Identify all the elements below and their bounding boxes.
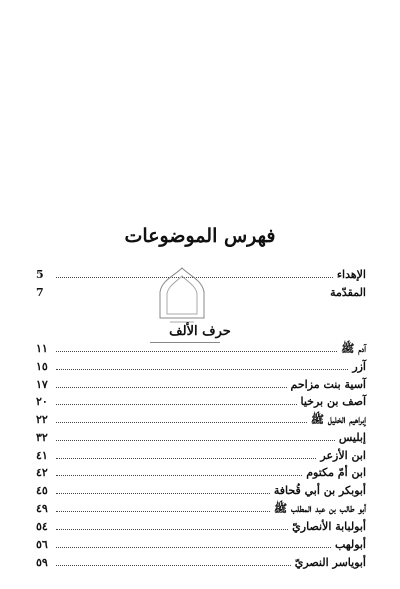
leader-dots [56, 546, 331, 548]
toc-row[interactable] [36, 376, 366, 392]
toc-entry-name: ابن أمّ مكتوم [306, 466, 366, 479]
toc-page-number: ٥٤ [36, 520, 48, 533]
leader-dots [56, 510, 270, 512]
toc-page-number: ١٧ [36, 378, 48, 391]
toc-row[interactable] [36, 464, 366, 480]
toc-row[interactable] [36, 429, 366, 445]
toc-entry-name: آزر [352, 360, 366, 373]
toc-row[interactable] [36, 536, 366, 552]
leader-dots [56, 474, 302, 476]
toc-row[interactable] [36, 358, 366, 374]
section-label: حرف الألف [169, 324, 231, 339]
toc-entry-name: آسية بنت مزاحم [290, 378, 366, 391]
leader-dots [56, 528, 288, 530]
toc-row[interactable] [36, 393, 366, 409]
leader-dots [56, 564, 291, 566]
toc-page-number: ٥٩ [36, 556, 48, 569]
toc-page-number: 5 [36, 268, 44, 281]
toc-entry-name: الإهداء [336, 268, 366, 281]
leader-dots [56, 350, 337, 352]
toc-row[interactable] [36, 447, 366, 463]
toc-page-number: ٤٢ [36, 466, 48, 479]
toc-page-number: ٣٢ [36, 431, 48, 444]
toc-page-number: ٢٢ [36, 413, 48, 426]
page-title: فهرس الموضوعات [124, 225, 276, 247]
toc-entry-name: أبولبابة الأنصاريّ [292, 520, 366, 533]
toc-entry-name: إبراهيم الخليل ﷺ [310, 413, 366, 426]
toc-entry-name: آدم ﷺ [341, 342, 366, 355]
mosque-ornament-icon [150, 266, 214, 328]
toc-page-number: 7 [36, 286, 44, 299]
leader-dots [56, 421, 307, 423]
toc-page-number: ١٥ [36, 360, 48, 373]
toc-page-number: ٢٠ [36, 395, 48, 408]
leader-dots [56, 457, 316, 459]
toc-page-number: ٤٩ [36, 502, 48, 515]
toc-entry-name: آصف بن برخيا [300, 395, 366, 408]
leader-dots [56, 386, 287, 388]
toc-entry-name: ابن الأزعر [320, 449, 366, 462]
leader-dots [56, 403, 297, 405]
toc-entry-name: أبوبكر بن أبي قُحافة [273, 484, 366, 497]
toc-row[interactable] [36, 500, 366, 516]
toc-row[interactable] [36, 554, 366, 570]
toc-row[interactable] [36, 340, 366, 356]
toc-entry-name: أبوياسر النصريّ [294, 556, 366, 569]
toc-row[interactable] [36, 518, 366, 534]
toc-row[interactable] [36, 482, 366, 498]
toc-entry-name: أبو طالب بن عبد المطلب ﷺ [273, 502, 366, 515]
leader-dots [56, 439, 335, 441]
toc-page-number: ٥٦ [36, 538, 48, 551]
leader-dots [56, 368, 348, 370]
toc-entry-name: المقدّمة [330, 286, 366, 299]
toc-page-number: ١١ [36, 342, 48, 355]
toc-page-number: ٤١ [36, 449, 48, 462]
toc-row[interactable] [36, 411, 366, 427]
leader-dots [56, 492, 270, 494]
toc-page-number: ٤٥ [36, 484, 48, 497]
toc-entry-name: إبليس [338, 431, 366, 444]
toc-entry-name: أبولهب [334, 538, 366, 551]
